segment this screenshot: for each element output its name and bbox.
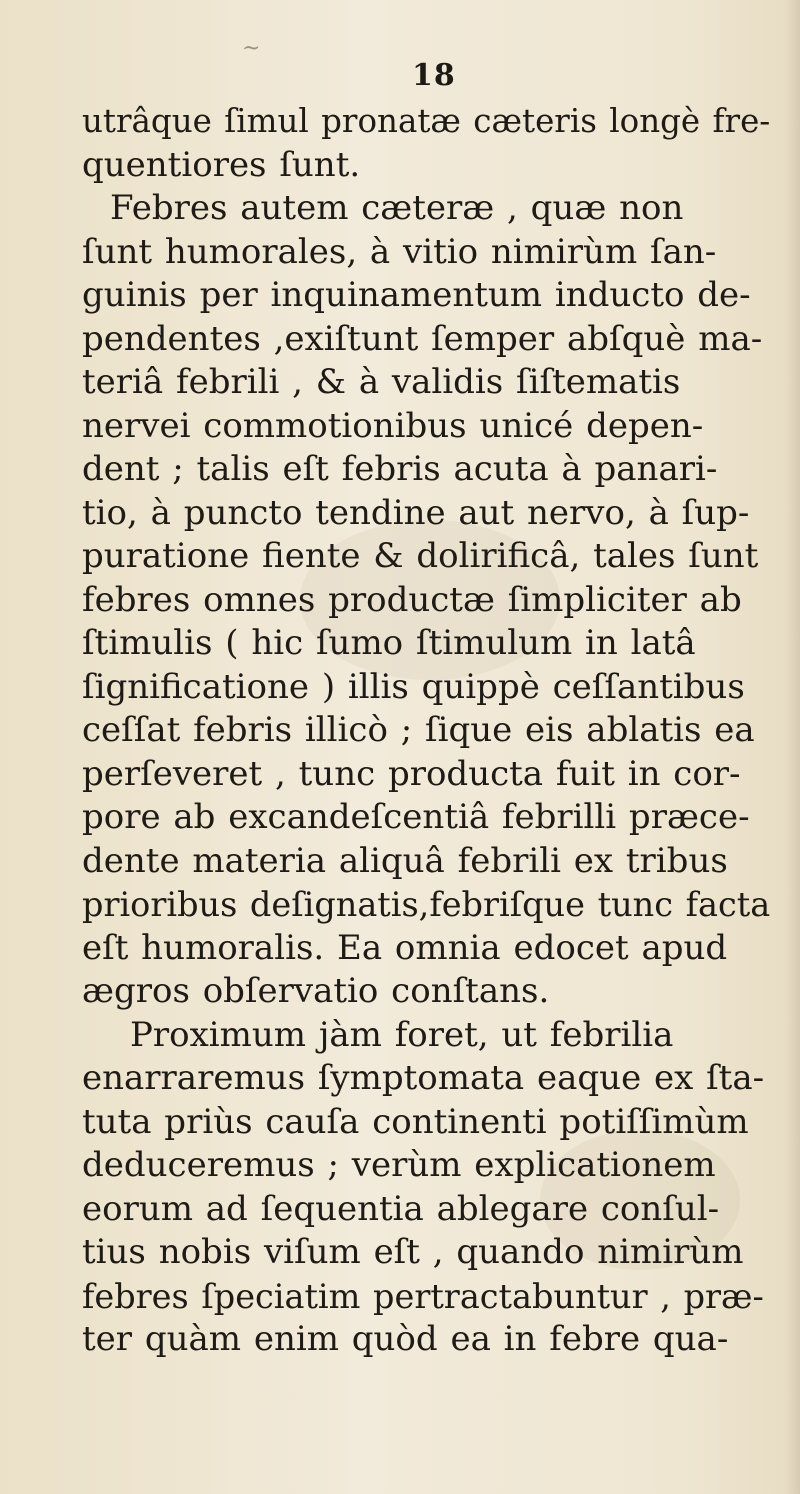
ink-mark: ~ bbox=[242, 36, 261, 61]
text-line: dent ; talis eſt febris acuta à panari- bbox=[82, 449, 718, 489]
text-line: nervei commotionibus unicé depen- bbox=[82, 405, 704, 446]
page-number: 18 bbox=[412, 58, 456, 93]
text-line: eorum ad ſequentia ablegare conſul- bbox=[82, 1188, 720, 1229]
text-line: deduceremus ; verùm explicationem bbox=[82, 1145, 716, 1185]
text-line: tuta priùs cauſa continenti potiſſimùm bbox=[82, 1101, 749, 1142]
text-line: quentiores ſunt. bbox=[82, 144, 361, 185]
text-line: pendentes ,exiſtunt ſemper abſquè ma- bbox=[82, 318, 763, 359]
text-line: prioribus deſignatis,febriſque tunc facta bbox=[82, 885, 771, 924]
text-line: ſunt humorales, à vitio nimirùm ſan- bbox=[82, 231, 717, 272]
text-line: teriâ febrili , & à validis ſiſtematis bbox=[82, 362, 681, 402]
text-line: ceſſat febris illicò ; ſique eis ablatis ea bbox=[82, 710, 755, 750]
text-line: enarraremus ſymptomata eaque ex ſta- bbox=[82, 1058, 765, 1098]
text-line: febres omnes productæ ſimpliciter ab bbox=[82, 579, 742, 620]
text-line: ter quàm enim quòd ea in febre qua- bbox=[82, 1319, 729, 1359]
text-line: ægros obſervatio conſtans. bbox=[82, 971, 550, 1011]
text-line: perſeveret , tunc producta fuit in cor- bbox=[82, 753, 741, 794]
text-line: ſtimulis ( hic ſumo ſtimulum in latâ bbox=[82, 623, 696, 663]
text-line: puratione fiente & dolirificâ, tales ſunt bbox=[82, 536, 759, 576]
text-line: tius nobis viſum eſt , quando nimirùm bbox=[82, 1232, 744, 1272]
text-line: eſt humoralis. Ea omnia edocet apud bbox=[82, 927, 728, 968]
text-line: dente materia aliquâ febrili ex tribus bbox=[82, 840, 728, 881]
text-line: guinis per inquinamentum inducto de- bbox=[82, 275, 751, 315]
text-line: tio, à puncto tendine aut nervo, à ſup- bbox=[82, 492, 750, 533]
body-text bbox=[82, 100, 772, 1362]
text-line: utrâque ſimul pronatæ cæteris longè fre- bbox=[82, 102, 771, 140]
text-line: Febres autem cæteræ , quæ non bbox=[110, 188, 684, 228]
text-line: ſignificatione ) illis quippè ceſſantibus bbox=[82, 666, 745, 707]
text-line: pore ab excandeſcentiâ febrilli præce- bbox=[82, 797, 750, 837]
text-line: febres ſpeciatim pertractabuntur , præ- bbox=[82, 1276, 764, 1316]
page-edge-shadow bbox=[786, 0, 800, 1494]
text-line: Proximum jàm foret, ut febrilia bbox=[130, 1014, 674, 1055]
